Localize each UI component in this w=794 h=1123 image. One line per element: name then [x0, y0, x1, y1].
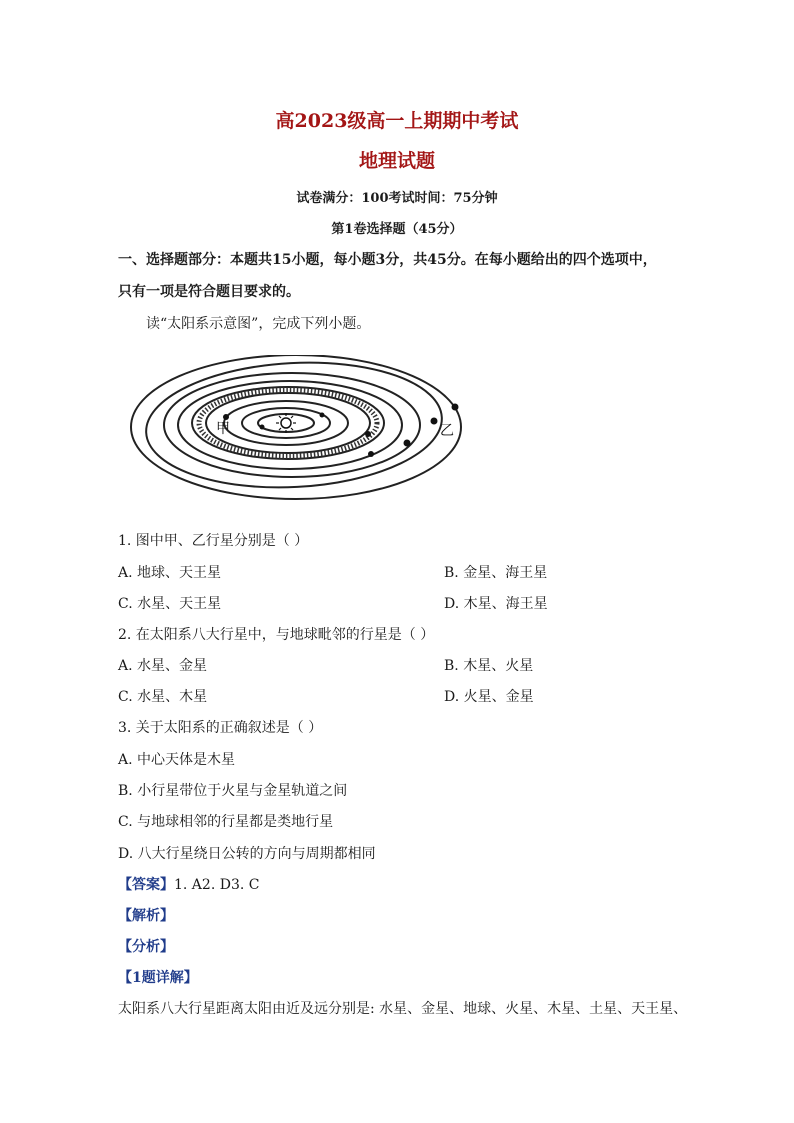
question-2-option-b: B. 木星、火星: [444, 658, 534, 674]
planet-jia: [223, 414, 229, 420]
question-3-option-b: B. 小行星带位于火星与金星轨道之间: [118, 783, 348, 799]
question-1-detail-heading: 【1题详解】: [118, 970, 198, 986]
orbit-7: [143, 355, 445, 494]
question-2-option-c: C. 水星、木星: [118, 689, 208, 705]
analysis-subheading: 【分析】: [118, 939, 174, 955]
label-yi: 乙: [440, 424, 454, 439]
question-2-stem: 2. 在太阳系八大行星中，与地球毗邻的行星是（ ）: [118, 627, 435, 643]
analysis-label: 【解析】: [118, 908, 174, 924]
planet-1: [260, 425, 265, 430]
question-3-stem: 3. 关于太阳系的正确叙述是（ ）: [118, 720, 323, 736]
reading-prompt: 读“太阳系示意图”，完成下列小题。: [146, 316, 371, 332]
question-1-option-b: B. 金星、海王星: [444, 565, 548, 581]
question-3-option-c: C. 与地球相邻的行星都是类地行星: [118, 814, 334, 830]
planet-5: [368, 451, 374, 457]
question-3-option-a: A. 中心天体是木星: [118, 752, 236, 768]
question-2-option-a: A. 水星、金星: [118, 658, 208, 674]
exam-info: 试卷满分：100考试时间：75分钟: [296, 191, 498, 206]
planet-4: [365, 431, 371, 437]
planet-6: [404, 440, 411, 447]
instruction-line-1: 一、选择题部分：本题共15小题，每小题3分，共45分。在每小题给出的四个选项中，: [118, 252, 657, 268]
analysis-body: 太阳系八大行星距离太阳由近及远分别是: 水星、金星、地球、火星、木星、土星、天王星、: [118, 1001, 688, 1017]
exam-subtitle: 地理试题: [358, 150, 435, 172]
question-1-option-a: A. 地球、天王星: [118, 565, 222, 581]
label-jia: 甲: [216, 422, 230, 437]
question-1-stem: 1. 图中甲、乙行星分别是（ ）: [118, 533, 309, 549]
question-2-option-d: D. 火星、金星: [444, 689, 534, 705]
instruction-line-2: 只有一项是符合题目要求的。: [118, 284, 300, 300]
planet-8: [452, 404, 459, 411]
planet-2: [320, 413, 325, 418]
planet-yi: [431, 418, 438, 425]
exam-title: 高2023级高一上期期中考试: [275, 110, 519, 132]
answer-line: [118, 874, 259, 894]
answer-label: 【答案】: [118, 877, 174, 893]
orbit-6: [164, 373, 420, 477]
solar-system-diagram: [126, 355, 466, 505]
section-heading: 第1卷选择题（45分）: [331, 222, 463, 237]
question-3-option-d: D. 八大行星绕日公转的方向与周期都相同: [118, 846, 376, 862]
question-1-option-c: C. 水星、天王星: [118, 596, 222, 612]
question-1-option-d: D. 木星、海王星: [444, 596, 548, 612]
answer-text: 1. A2. D3. C: [174, 877, 260, 893]
sun-icon: [281, 418, 291, 428]
